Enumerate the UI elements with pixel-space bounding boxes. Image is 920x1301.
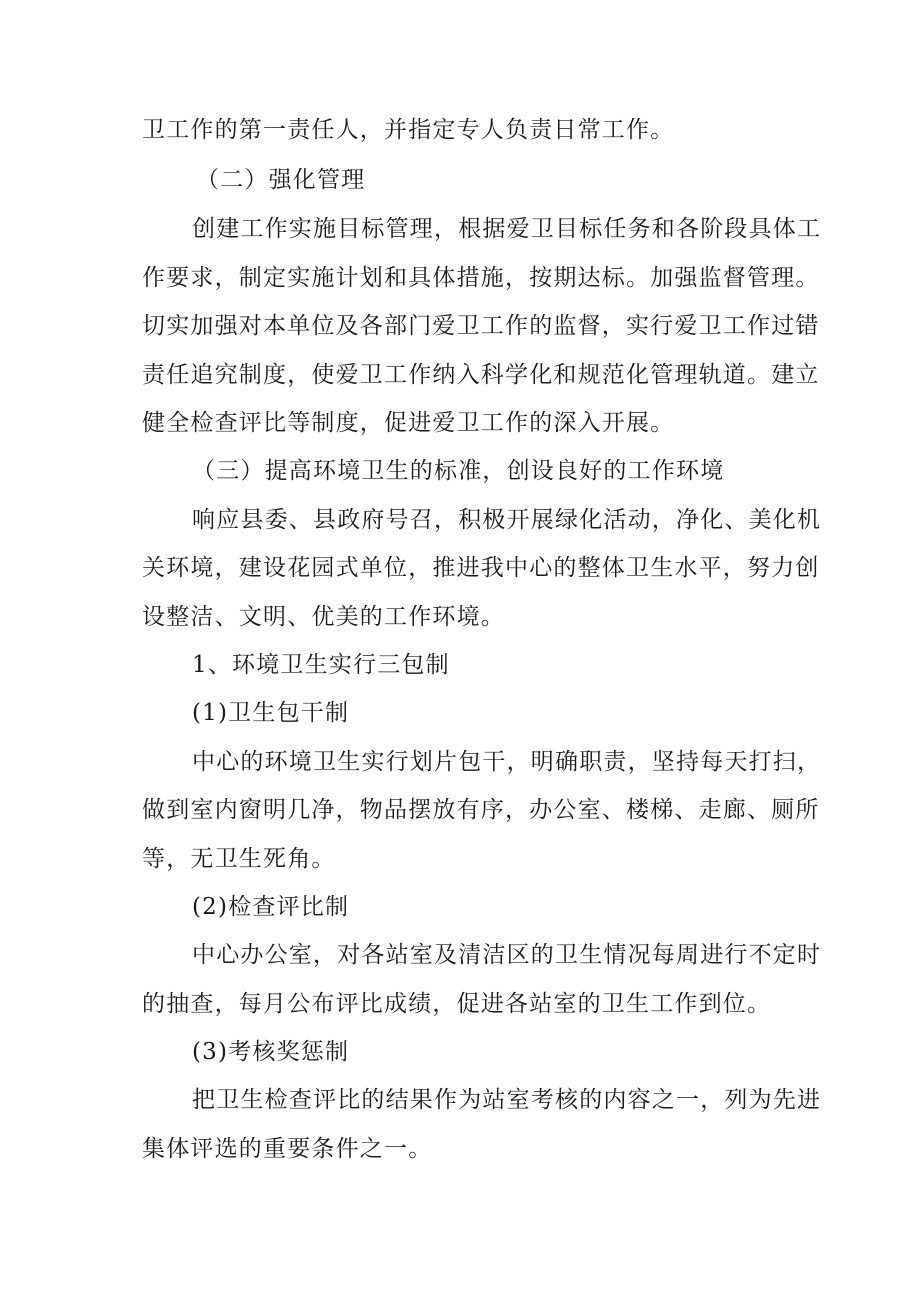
paragraph-line: 中心办公室，对各站室及清洁区的卫生情况每周进行不定时 [192,942,822,968]
item-heading-3: (3)考核奖惩制 [192,1039,350,1065]
item-heading-2: (2)检查评比制 [192,894,350,920]
paragraph-line: 责任追究制度，使爱卫工作纳入科学化和规范化管理轨道。建立 [142,362,820,388]
subsection-heading-1: 1、环境卫生实行三包制 [192,652,450,678]
paragraph-line: 设整洁、文明、优美的工作环境。 [142,604,505,630]
paragraph-continuation: 卫工作的第一责任人，并指定专人负责日常工作。 [142,117,675,143]
paragraph-line: 中心的环境卫生实行划片包干，明确职责，坚持每天打扫， [192,749,822,775]
paragraph-line: 切实加强对本单位及各部门爱卫工作的监督，实行爱卫工作过错 [142,313,820,339]
section-heading-2: （二）强化管理 [196,167,366,193]
paragraph-line: 创建工作实施目标管理，根据爱卫目标任务和各阶段具体工 [192,216,822,242]
paragraph-line: 做到室内窗明几净，物品摆放有序，办公室、楼梯、走廊、厕所 [142,797,820,823]
paragraph-line: 等，无卫生死角。 [142,846,336,872]
paragraph-line: 健全检查评比等制度，促进爱卫工作的深入开展。 [142,410,675,436]
section-heading-3: （三）提高环境卫生的标准，创设良好的工作环境 [192,458,725,484]
paragraph-line: 集体评选的重要条件之一。 [142,1136,433,1162]
item-heading-1: (1)卫生包干制 [192,700,350,726]
paragraph-line: 把卫生检查评比的结果作为站室考核的内容之一，列为先进 [192,1087,822,1113]
paragraph-line: 作要求，制定实施计划和具体措施，按期达标。加强监督管理。 [142,265,820,291]
paragraph-line: 关环境，建设花园式单位，推进我中心的整体卫生水平，努力创 [142,555,820,581]
paragraph-line: 的抽查，每月公布评比成绩，促进各站室的卫生工作到位。 [142,991,772,1017]
paragraph-line: 响应县委、县政府号召，积极开展绿化活动，净化、美化机 [192,507,822,533]
